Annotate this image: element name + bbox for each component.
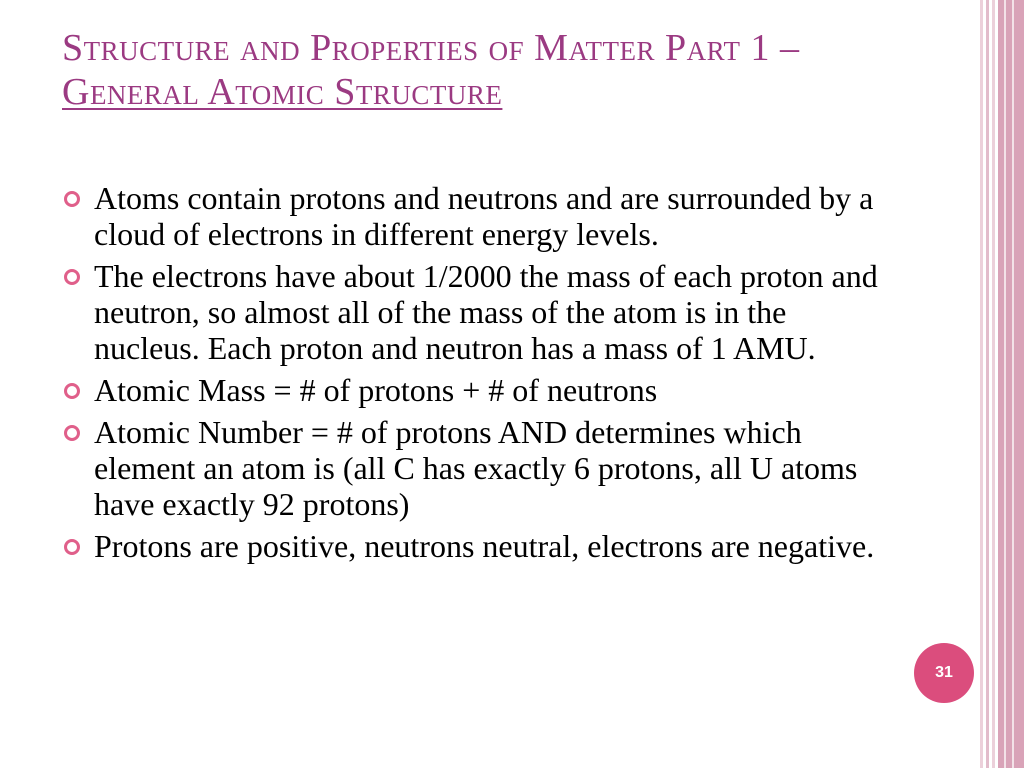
hollow-circle-icon: [64, 191, 80, 207]
hollow-circle-icon: [64, 269, 80, 285]
hollow-circle-icon: [64, 539, 80, 555]
bullet-list: [62, 180, 882, 570]
bullet-item: [62, 180, 882, 252]
decorative-right-border: [980, 0, 1024, 768]
bullet-item: [62, 258, 882, 366]
title-line-1: Structure and Properties of Matter Part 1 –: [62, 27, 800, 69]
bullet-text: Atoms contain protons and neutrons and are surrounded by a cloud of electrons in different energy levels.: [94, 180, 874, 252]
bullet-item: [62, 414, 882, 522]
bullet-text: The electrons have about 1/2000 the mass of each proton and neutron, so almost all of the mass of the atom is in the nucleus. Each proton and neutron has a mass of 1 AMU.: [94, 258, 878, 366]
bullet-text: Atomic Mass = # of protons + # of neutrons: [94, 372, 658, 408]
slide-title: [62, 26, 962, 114]
bullet-text: Atomic Number = # of protons AND determines which element an atom is (all C has exactly 6 protons, all U atoms have exactly 92 protons): [94, 414, 858, 522]
bullet-item: [62, 528, 882, 564]
bullet-item: [62, 372, 882, 408]
title-line-2: General Atomic Structure: [62, 71, 503, 113]
page-number-badge: 31: [914, 643, 974, 703]
hollow-circle-icon: [64, 383, 80, 399]
bullet-text: Protons are positive, neutrons neutral, electrons are negative.: [94, 528, 875, 564]
hollow-circle-icon: [64, 425, 80, 441]
